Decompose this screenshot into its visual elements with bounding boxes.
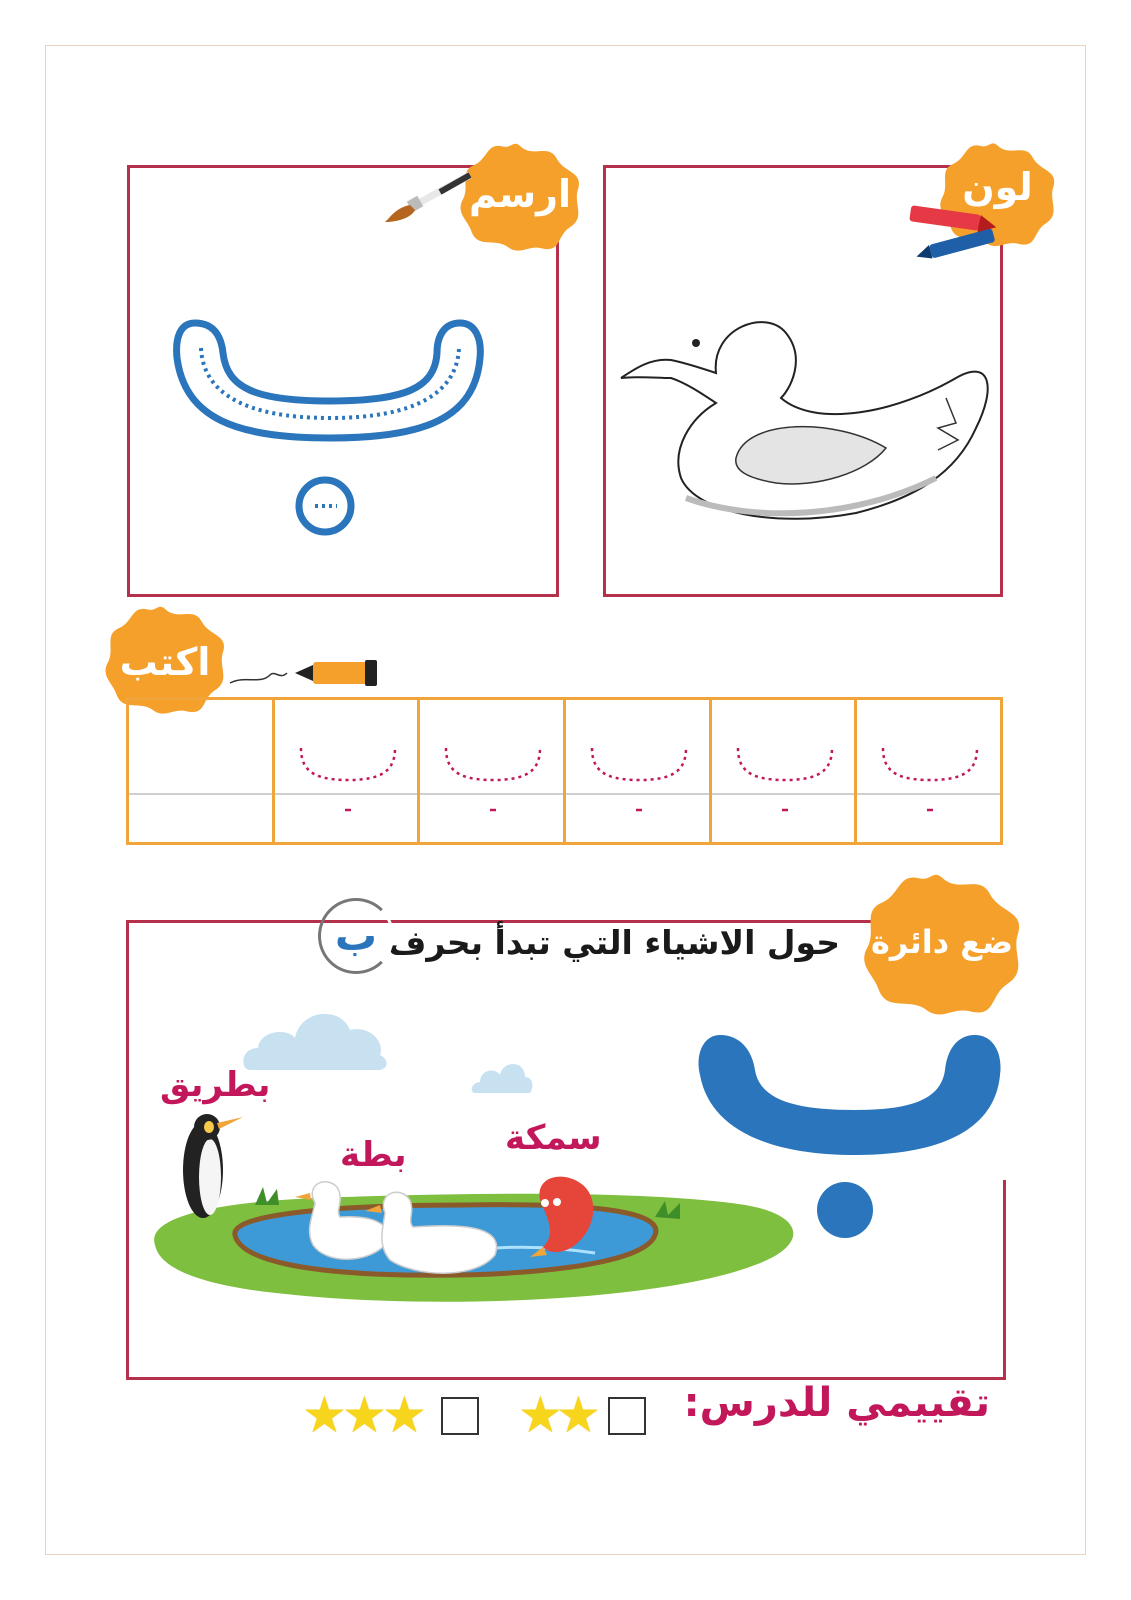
- circled-letter-ba: ب: [334, 911, 378, 960]
- badge-circle-label: ضع دائرة: [870, 923, 1014, 961]
- dotted-letter-ba-icon: [730, 740, 840, 820]
- traced-letter-ba-icon: [165, 293, 495, 553]
- star-icon: ★: [302, 1386, 347, 1444]
- penguin-icon: [183, 1114, 243, 1218]
- paintbrush-icon: [385, 170, 475, 225]
- star-icon: ★: [556, 1386, 601, 1444]
- rating-checkbox-three-stars[interactable]: [441, 1397, 479, 1435]
- badge-write-label: اكتب: [119, 640, 211, 684]
- dotted-letter-ba-icon: [293, 740, 403, 820]
- badge-draw-label: ارسم: [468, 172, 572, 216]
- word-duck: بطة: [340, 1135, 407, 1175]
- writing-cell[interactable]: [709, 700, 855, 842]
- rating-checkbox-two-stars[interactable]: [608, 1397, 646, 1435]
- rating-label: تقييمي للدرس:: [683, 1380, 990, 1426]
- writing-cell[interactable]: [272, 700, 418, 842]
- writing-cell[interactable]: [563, 700, 709, 842]
- star-icon: ★: [382, 1386, 427, 1444]
- star-icon: ★: [518, 1386, 563, 1444]
- dotted-letter-ba-icon: [584, 740, 694, 820]
- duck-outline-icon: [616, 298, 996, 528]
- cloud-small-icon: [470, 1055, 535, 1095]
- dotted-letter-ba-icon: [438, 740, 548, 820]
- pond-scene-icon: [145, 1105, 805, 1315]
- pen-icon: [225, 645, 385, 695]
- writing-cell-empty[interactable]: [129, 700, 272, 842]
- circled-letter: [318, 898, 394, 974]
- word-fish: سمكة: [505, 1118, 602, 1158]
- crayons-icon: [905, 205, 1015, 265]
- writing-cell[interactable]: [417, 700, 563, 842]
- circle-instruction: حول الاشياء التي تبدأ بحرف: [388, 923, 840, 962]
- writing-cell[interactable]: [854, 700, 1000, 842]
- badge-color-label: لون: [962, 165, 1033, 209]
- writing-grid[interactable]: [126, 697, 1003, 845]
- dotted-letter-ba-icon: [875, 740, 985, 820]
- star-icon: ★: [342, 1386, 387, 1444]
- cloud-icon: [240, 1000, 390, 1075]
- word-penguin: بطريق: [160, 1065, 271, 1105]
